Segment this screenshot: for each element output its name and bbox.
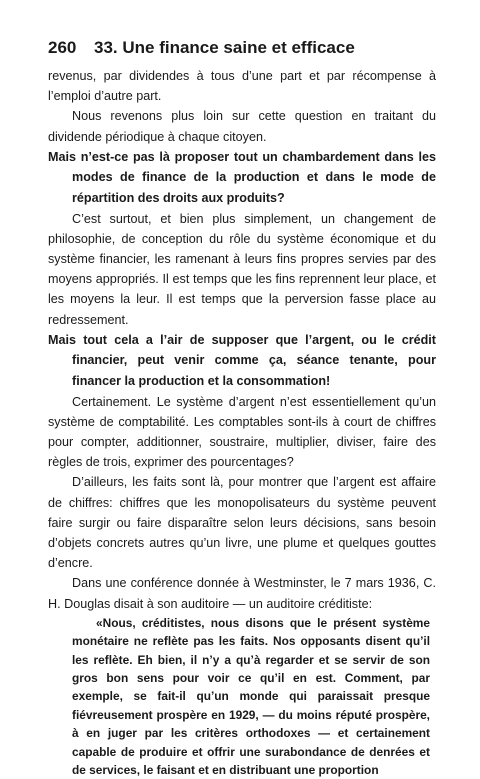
book-page — [48, 38, 436, 779]
page-number: 260 — [48, 38, 77, 57]
block-quote: «Nous, créditistes, nous disons que le présent système monétaire ne reflète pas les faits. Nos opposants disent qu’il les reflète. Eh bien, il n’y a qu’à regarder et se servir de son gros bon sens pour voir ce qu’il en est. Comment, par exemple, se fait-il qu’un monde qui paraissait presque fiévreusement prospère en 1929, — du moins réputé prospère, à en juger par les critères orthodoxes — et certainement capable de produire et offrir une surabondance de denrées et de services, le faisant et en distribuant une proportion — [72, 615, 430, 778]
paragraph: Dans une conférence donnée à Westminster, le 7 mars 1936, C. H. Douglas disait à son auditoire — un auditoire créditiste: — [48, 576, 436, 611]
paragraph: Nous revenons plus loin sur cette question en traitant du dividende périodique à chaque citoyen. — [48, 109, 436, 144]
paragraph: C’est surtout, et bien plus simplement, un changement de philosophie, de conception du rôle du système économique et du système financier, les ramenant à leurs fins propres servies par des moyens appropriés. Il est temps que les fins reprennent leur place, et les moyens la leur. Il est temps que la perversion fasse place au redressement. — [48, 211, 436, 327]
paragraph-continuation: revenus, par dividendes à tous d’une part et par récompense à l’emploi d’autre part. — [48, 69, 436, 104]
paragraph: Certainement. Le système d’argent n’est essentiellement qu’un système de comptabilité. Les comptables sont-ils à court de chiffres pour compter, additionner, soustraire, multiplier, diviser, faire des règles de trois, exprimer des pourcentages? — [48, 394, 436, 470]
question-heading: Mais n’est-ce pas là proposer tout un chambardement dans les modes de finance de la production et dans le mode de répartition des droits aux produits? — [48, 149, 436, 205]
page-header — [48, 38, 436, 58]
chapter-title: 33. Une finance saine et efficace — [94, 38, 355, 57]
paragraph: D’ailleurs, les faits sont là, pour montrer que l’argent est affaire de chiffres: chiffres que les monopolisateurs du système peuvent faire surgir ou faire disparaître selon leurs décisions, sans besoin d’objets concrets autres qu’un livre, une plume et quelques gouttes d’encre. — [48, 475, 436, 571]
question-heading: Mais tout cela a l’air de supposer que l’argent, ou le crédit financier, peut venir comme ça, séance tenante, pour financer la production et la consommation! — [48, 332, 436, 388]
